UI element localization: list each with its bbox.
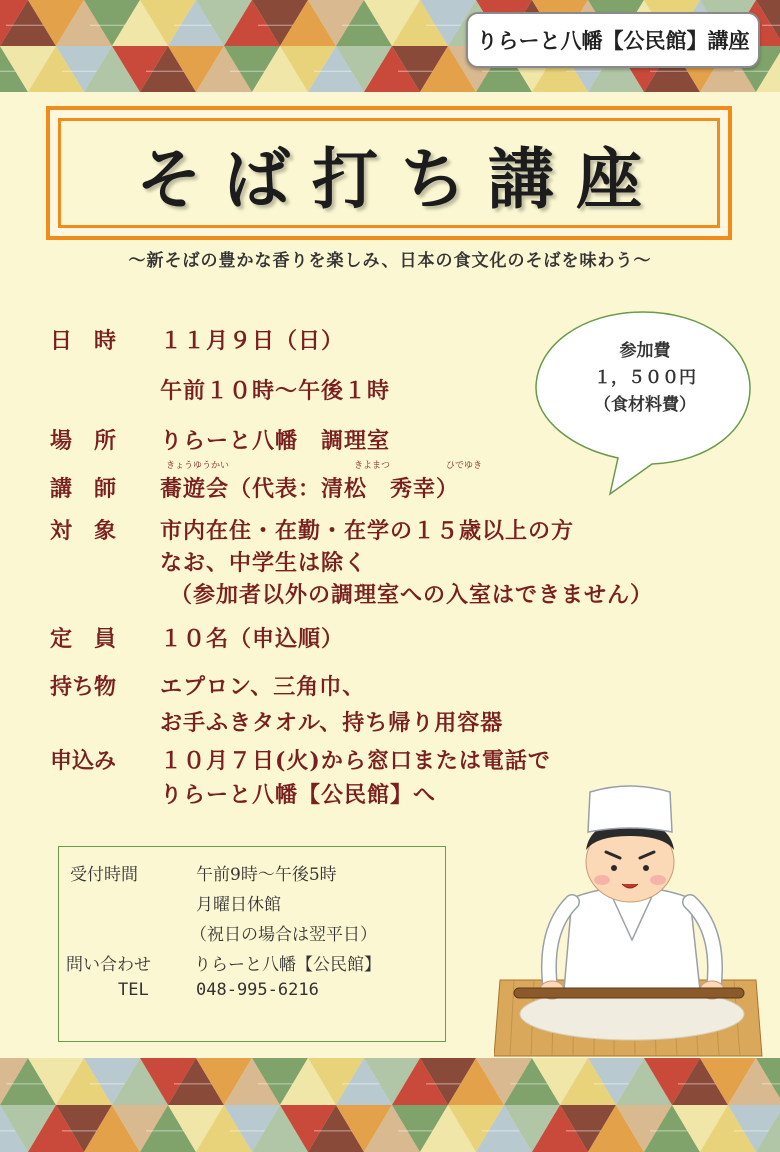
instructor-ruby-group: きょうゆうかい [166, 461, 230, 471]
instructor-value: 蕎遊会（代表：清松 秀幸） [160, 476, 460, 502]
apply-label: 申込み [50, 748, 117, 774]
apply-value2: りらーと八幡【公民館】へ [160, 782, 437, 808]
place-value: りらーと八幡 調理室 [160, 428, 391, 454]
apply-value: １０月７日(火)から窓口または電話で [160, 748, 551, 774]
time-value: 午前１０時～午後１時 [160, 378, 391, 404]
fee-text [560, 338, 730, 419]
organizer-tag: りらーと八幡【公民館】講座 [466, 12, 760, 68]
page-title: そば打ち講座 [136, 139, 664, 218]
capacity-value: １０名（申込順） [160, 626, 345, 652]
capacity-label: 定 員 [50, 626, 117, 652]
title-frame [46, 106, 732, 240]
closed-day: 月曜日休館 [196, 895, 281, 915]
target-value: 市内在住・在勤・在学の１５歳以上の方 [160, 518, 575, 544]
soba-chef-illustration [494, 780, 768, 1060]
inquiry-label: 問い合わせ [66, 955, 151, 975]
date-value: １１月９日（日） [160, 328, 345, 354]
date-label: 日 時 [50, 328, 117, 354]
subtitle: ～新そばの豊かな香りを楽しみ、日本の食文化のそばを味わう～ [128, 251, 652, 271]
fee-amount: １，５００円 [594, 368, 696, 388]
instructor-ruby-surname: きよまつ [354, 461, 391, 471]
inquiry-value: りらーと八幡【公民館】 [194, 955, 381, 975]
title-inner-frame [58, 118, 720, 228]
items-value2: お手ふきタオル、持ち帰り用容器 [160, 710, 504, 736]
tel-label: TEL [118, 980, 149, 1000]
hours-label: 受付時間 [70, 865, 138, 885]
items-value: エプロン、三角巾、 [160, 674, 366, 700]
instructor-label: 講 師 [50, 476, 117, 502]
place-label: 場 所 [50, 428, 117, 454]
fee-note: （食材料費） [594, 395, 696, 415]
closed-note: （祝日の場合は翌平日） [190, 925, 377, 945]
target-note2: （参加者以外の調理室への入室はできません） [170, 582, 654, 608]
fee-label: 参加費 [619, 341, 671, 361]
instructor-ruby-given: ひでゆき [446, 461, 483, 471]
target-label: 対 象 [50, 518, 117, 544]
items-label: 持ち物 [50, 674, 117, 700]
target-note: なお、中学生は除く [160, 550, 368, 576]
tel-value: 048-995-6216 [196, 980, 319, 1000]
bottom-triangle-pattern [0, 1058, 780, 1152]
hours-value: 午前9時～午後5時 [196, 865, 337, 885]
